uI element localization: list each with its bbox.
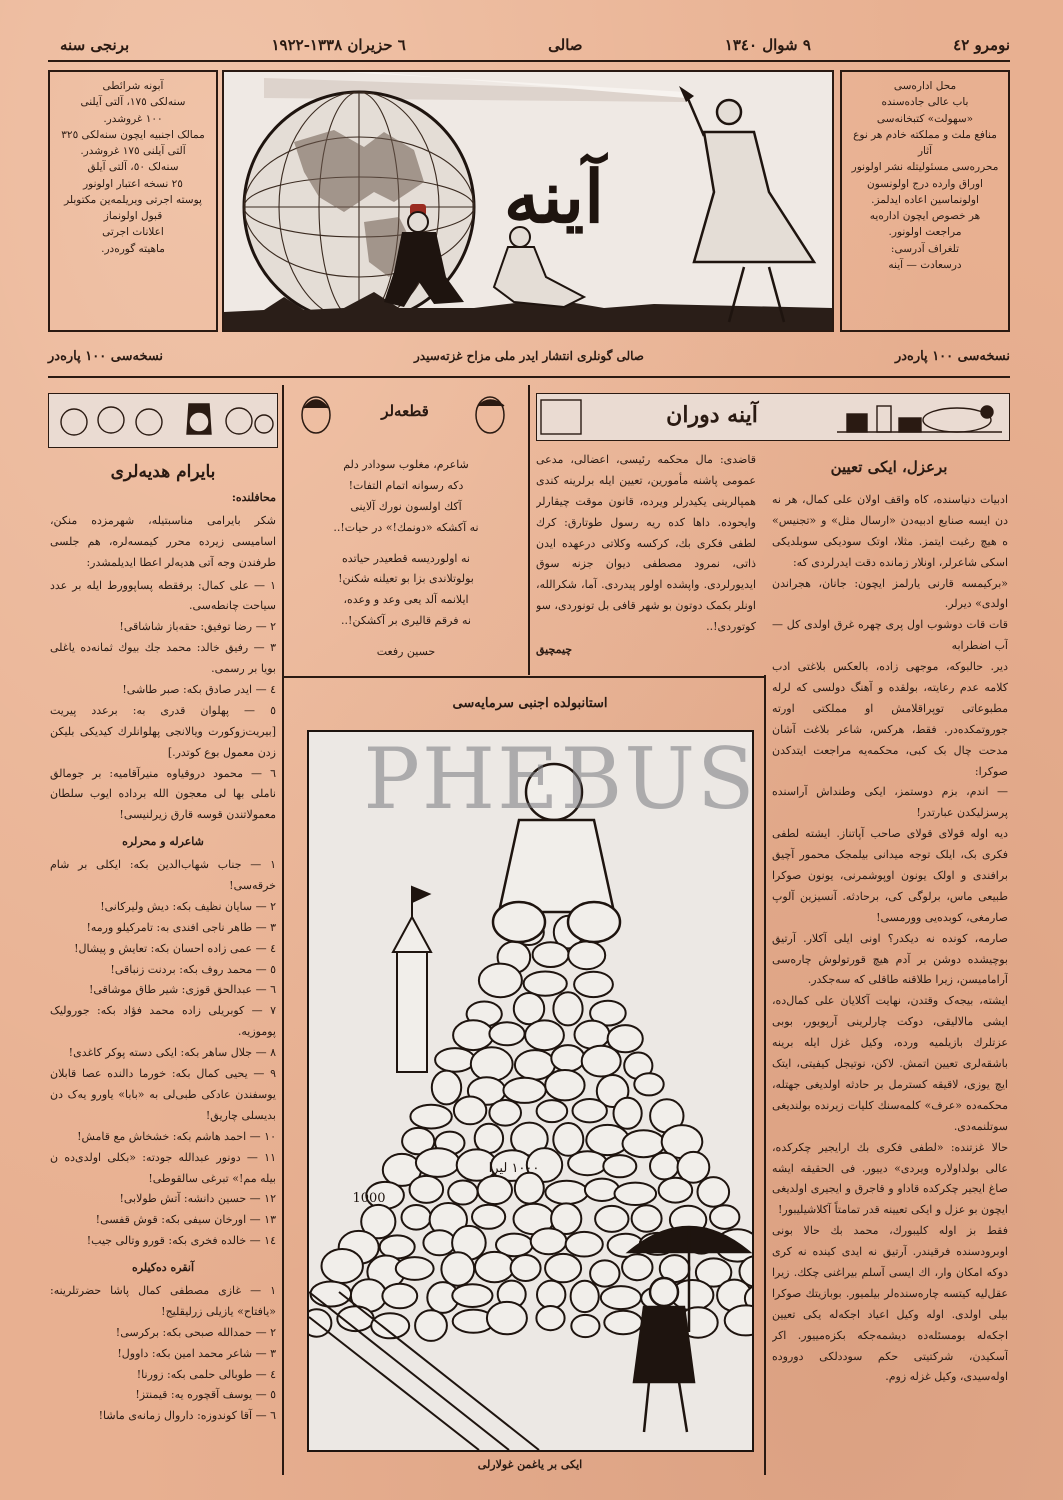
money-bag: [514, 993, 544, 1024]
money-bag: [710, 1205, 739, 1229]
money-bag: [615, 1183, 657, 1205]
left-section-3: آنقره ده‌کیلره: [131, 1261, 195, 1275]
cartoon-caption-top: استانبولده اجنبی سرمایه‌سی: [452, 696, 608, 711]
money-bag: [448, 1181, 477, 1205]
money-bag: [603, 1155, 636, 1177]
office-line: اولونماسین اعاده ایدلمز.: [871, 193, 979, 206]
gift-item: ٦ — محمود دروقیاوه منیرآقامیه: بر جومالق ناملی بها لی معجون الله برداده ایوب سلطان معمولاتندن قوسه قارق زیرلنیسی!: [50, 766, 276, 822]
money-bag: [698, 1177, 730, 1207]
article-paragraph: صارمه، کونده نه دیکدر؟ اونی ایلی آکلار. آرتیق بوچیشده دوشن بر آدم هیچ قورتولوش چاره‌سی آرامامیسن، زیرا طلاقنه طاقلی که سه‌جکدر.: [772, 931, 1008, 987]
right-subheading: برعزل، ایکی تعیین: [830, 458, 948, 476]
cartoon-drawing: [309, 732, 752, 1450]
poem-line: نه اولوردیسه قطعیدر حیاتده: [342, 551, 470, 565]
subscription-line: پوسته اجرتی ویریلمه‌ین مکتوبلر: [64, 193, 202, 206]
money-bag: [410, 1105, 451, 1129]
money-bag: [454, 1097, 486, 1125]
money-bag: [614, 1098, 642, 1129]
poem-line: آکك اولسون نورك آلاینی: [350, 499, 462, 513]
bag-label-2: 1000: [352, 1191, 386, 1206]
money-bag: [622, 1254, 652, 1280]
masthead: [222, 70, 834, 332]
poem-line: ایلانمه آلد یعی وعد و وعده‌،: [343, 593, 469, 607]
subscription-line: آبونه شرائطی: [102, 80, 164, 92]
gift-item: ٩ — یحیی کمال بکه: خورما دالنده عصا قابلان یوسفندن عادکی طبی‌لی به «بابا» یاورو یه‌ک دن بدیسلی چاریق!: [50, 1067, 276, 1122]
office-box: [840, 70, 1010, 332]
middle-heading: قطعه‌لر: [381, 402, 429, 420]
rumi-date: ٦ حزیران ١٣٣٨-١٩٢٢: [271, 36, 406, 54]
cartoon: [307, 730, 754, 1452]
watermark: PHEBUS: [363, 730, 757, 828]
office-line: درسعادت — آینه: [888, 258, 962, 271]
price-left: نسخه‌سی ١٠٠ پاره‌در: [48, 348, 164, 364]
article-paragraph: «برکیمسه قارنی یارلمز ایچون: جانان، هجراندن اولدی» دیرلر.: [772, 576, 1008, 611]
office-line: هر خصوص ایچون اداره‌یه: [869, 210, 981, 223]
money-bag: [503, 1078, 545, 1103]
gift-item: ٦ — آقا کوندوزه: داروال زمانه‌ی ماشا!: [98, 1409, 276, 1423]
bag-label: ١٠٠٠ لیرا: [488, 1161, 540, 1176]
money-bag: [571, 1281, 599, 1312]
money-bag: [478, 1176, 512, 1204]
hijri-date: ٩ شوال ١٣٤٠: [724, 36, 811, 54]
article-paragraph: ایشته، بیجه‌ک وقتدن، نهایت آکلایان علی کمال‌ده، ایشی مالالیقی، دوکت چارلرینی آرپویور، بوبی عزتلرك بازیلمیه ورده، وکیل غزل ایله برینه باشقه‌لری تعیین اتمش. لاکن، نو‌تیجل کیفیتی، ایتک ایچ یوزی، لاقیقه کسترمل بر حادثه اولدیغی جهتله، محکمه‌ده «عرف» کلمه‌سنك کلیات زیرنده بولندیغی سوتلنمه‌دی.: [772, 994, 1008, 1133]
money-bag: [568, 1151, 607, 1175]
money-bag: [416, 1148, 460, 1177]
gift-item: ١٤ — خالده فخری بکه: قورو وتالی جیب!: [86, 1234, 276, 1248]
money-bag: [311, 1282, 352, 1307]
money-bag: [322, 1249, 363, 1283]
money-bag: [574, 972, 613, 997]
money-bag: [536, 1306, 564, 1330]
divider-middle: [528, 385, 530, 675]
office-line: باب عالی جاده‌سنده: [881, 96, 969, 109]
gift-item: ٨ — جلال ساهر بکه: ایکی دسته پوکر کاغدی!: [68, 1046, 276, 1060]
motto: صالی گونلری انتشار ایدر ملی مزاح غزته‌سیدر: [414, 349, 644, 363]
office-line: منافع ملت و مملکته خادم هر نوع آثار: [853, 128, 997, 158]
money-bag: [545, 1181, 587, 1204]
gift-item: ٤ — ایدر صادق بکه: صبر طاشی!: [122, 683, 276, 697]
cartoon-caption-bottom: ایکی بر یاغمن غولارلی: [477, 1458, 583, 1471]
money-bag: [396, 1257, 434, 1280]
money-bag: [423, 1230, 455, 1255]
faces-drawing: [49, 394, 276, 446]
right-column-text: [772, 490, 1008, 1475]
subscription-box: [48, 70, 218, 332]
article-paragraph: دیر. حالبوکه، موجهی زاده، بالعکس بلاغتی ادب کلامه عدم رعایته، بولقده و آهنگ دولسی که لرله مطبوعاتی توپراقلامش او مملکتی اورته جوروتمکده‌در. فقط، هرکس، شاعر بلاغت آشان مدحت چال بک کبی، محکمه‌یه مراجعت ایتدکدن صوکرا:: [772, 660, 1008, 778]
gift-item: ٢ — حمدالله صبحی بکه: برکرسی!: [115, 1325, 276, 1339]
money-bag: [632, 1205, 662, 1232]
money-bag: [525, 1020, 564, 1050]
money-bag: [441, 1252, 474, 1285]
top-rule: [48, 60, 1010, 62]
year-label: برنجی سنه: [60, 36, 130, 54]
money-bag: [590, 1260, 619, 1286]
money-bag: [533, 942, 569, 967]
money-bag: [489, 1100, 521, 1126]
poem-line: شاعرم، مغلوب سودادر دلم: [343, 458, 469, 471]
money-bag: [489, 1022, 524, 1045]
left-intro: شکر بایرامی مناسبتیله، شهرمزده منکن، اسامیسی زیرده محرر کیمسه‌لره، هم جلسی طرفندن وجه آتی هدیه‌لر اعطا ایدیلمشدر:: [50, 513, 276, 569]
article-paragraph: حالا غزتنده: «لطفی فکری بك ارایجیر چکرکده، عالی بولداولاره ویردی» دییور. فی الحقیقه ایشه صاغ ایجیر چکرکده قاداو و قاجرق و ایجیری اولدیغی ایچون بو عزل و ایکی تعیینه قدر تمامتاً آکلاشیلیبور!: [772, 1140, 1008, 1217]
money-bag: [382, 1284, 417, 1309]
subscription-line: آلتی آیلنی ١٧٥ غروشدر.: [80, 145, 186, 158]
office-line: مراجعت اولونور.: [888, 226, 962, 239]
money-bag: [601, 1286, 641, 1309]
money-bag: [575, 1021, 610, 1049]
gift-item: ١ — علی کمال: برفقطه پساپوورط ایله بر عدد سیاحت چانطه‌سی.: [50, 578, 276, 613]
subscription-line: اعلانات اجرتی: [102, 226, 164, 239]
poem-line: بولوتلاندی بزا بو تعیلنه شکنن!: [338, 572, 474, 586]
poem-author: حسین رفعت: [376, 645, 436, 659]
masthead-illustration: [224, 72, 832, 330]
money-bag: [531, 1228, 567, 1254]
money-bag: [537, 1100, 568, 1122]
band-rule: [48, 376, 1010, 378]
money-bag: [515, 1173, 544, 1204]
office-line: محل اداره‌سی: [893, 80, 957, 92]
article-paragraph: دیه اوله قولای قولای صاحب آپاتناز. ایشته لطفی فکری بک، ایلک توجه میدانی بیلمجک محمور آچیق برافندی و اولک یونون اوپوشمرنی، یونون صوکرا طبیعی ماس، برلوگی کی، برحادثه. آنسیزین آلوپ صارمغی، کوبده‌یی وورمسی!: [772, 827, 1008, 924]
money-bag: [553, 992, 582, 1025]
gift-item: ٥ — محمد روف بکه: بردنت زنباقی!: [110, 962, 276, 976]
weekday: صالی: [548, 36, 583, 54]
money-bag: [511, 1255, 541, 1281]
money-bag: [471, 1047, 513, 1081]
left-heading: بایرام هدیه‌لری: [110, 462, 216, 482]
right-header-strip: [536, 393, 1010, 441]
gift-item: ٤ — عمی زاده احسان بکه: تعایش و پیشال!: [74, 941, 276, 955]
gift-item: ١٢ — حسین دانشه: آتش طولابی!: [119, 1192, 276, 1206]
left-section-2: شاعرله و محرلره: [122, 835, 204, 849]
left-section-1: محافلنده:: [231, 491, 276, 504]
gift-item: ٣ — رفیق خالد: محمد جك بیوك ثمانه‌ده یاغلی بویا بر رسمی.: [50, 641, 276, 676]
gift-item: ٦ — عبدالحق قوزی: شیر طاق موشاقی!: [88, 983, 276, 997]
poem-line: نه فرقم قالیری بر آکشکن!..: [341, 614, 471, 628]
middle-header: [290, 390, 522, 440]
money-bag: [553, 1123, 583, 1156]
poem-line: نه آکشکه «دونمك!» در حیات!..: [333, 520, 479, 534]
money-bag: [650, 1153, 679, 1180]
masthead-title: آینه: [503, 154, 605, 239]
money-bag: [537, 1281, 565, 1309]
gift-item: ١ — غازی مصطفی کمال پاشا حضرتلرینه: «یافتاح» یازیلی زرلیقلیج!: [50, 1283, 276, 1318]
money-bag: [472, 1205, 505, 1229]
subscription-line: سنه‌لک ٥٠، آلتی آیلق: [87, 161, 179, 174]
left-header-strip: [48, 393, 278, 448]
center-prose: [536, 450, 756, 675]
money-bag: [452, 1284, 492, 1307]
article-paragraph: فقط بز اوله کلیبورك، محمد بك حالا بونی اوبرودسنده فرقیندر. آرتیق نه ایدی کینده نه کری دوکه امکان وار، اك ایسی آسلم بیراغنی چکك. زیرا عقل‌لیه کیتسه چاره‌سنده‌لر بیلمیور. بوبازیتك صوکرا بیلی اولدی. اوله وکیل اعیاد اجکه‌له یکی تعیین اجکه‌له بومسئله‌ده دیشمه‌جکه بکزه‌مییور. اکر آسکیدن، شرکتیتی حکم سوددلکی دوروده اوله‌سیدی، وکیل غزله زوم.: [772, 1224, 1008, 1384]
gift-item: ١٠ — احمد هاشم بکه: خشخاش مع قامش!: [77, 1129, 276, 1143]
money-bag: [585, 1179, 619, 1201]
money-bag: [568, 941, 605, 969]
money-bag: [475, 1252, 514, 1282]
issue-number: نومرو ٤٢: [953, 36, 1010, 54]
gift-item: ٣ — شاعر محمد امین بکه: داوول!: [117, 1346, 276, 1360]
gift-item: ١٣ — اورخان سیفی بکه: قوش قفسی!: [95, 1213, 276, 1227]
money-bag: [595, 1206, 628, 1232]
money-bag: [487, 1302, 527, 1334]
gift-item: ١ — جناب شهاب‌الدین بکه: ایکلی بر شام خرقه‌سی!: [50, 858, 276, 893]
subscription-line: ماهیته گوره‌در.: [101, 242, 165, 255]
gift-item: ٤ — طوبالی حلمی بکه: زورنا!: [136, 1367, 276, 1381]
money-bag: [545, 1254, 581, 1282]
subscription-line: سنه‌لکی ١٧٥، آلتی آیلنی: [80, 96, 186, 109]
money-bag: [566, 1232, 603, 1257]
subscription-line: ممالک اجنبیه ایچون سنه‌لکی ٣٢٥: [61, 128, 205, 141]
article-paragraph: قات قات دوشوب اول پری چهره غرق اولدی کل — آب اضطرابه: [772, 618, 1008, 653]
gift-item: ٧ — کوبریلی زاده محمد فؤاد بکه: جورولیک پوموزیه.: [50, 1004, 276, 1039]
left-column-text: [50, 488, 276, 1478]
money-bag: [415, 1310, 447, 1341]
office-line: اوراق وارده درج اولونسون: [867, 177, 983, 190]
money-bag: [573, 1099, 607, 1122]
money-bag: [432, 1071, 461, 1105]
divider-cartoon-top: [282, 676, 764, 678]
money-bag: [479, 964, 522, 998]
center-prose-text: قاضدی: مال محکمه رئیسی، اعضالی، مدعی عمومی پاشنه مأمورین، تعیین ایله برلرینه کندی همپالرینی یکیدرلر ویرده، قانون موقت چیقارلر وایحوده. داها کده ریه رسول طوتارق: کرك لطفی فکری بك، کرکسه وکلاتی درعهده ایدن ذاتی، نمرود مصطفی دیوان جزنه سوق ایدیورلردی. واپشده اولور پیدردی. آما، شکرالله، اونلر بکمک دوتون بو شهر قافی بل تونوردی، سو کوتوردی!..: [536, 453, 756, 634]
price-right: نسخه‌سی ١٠٠ پاره‌در: [894, 348, 1010, 364]
gift-item: ٥ — پهلوان قدری به: برعدد پیریت [بیریت‌زوکورت ویالانجی پهلوانلرك كیدیکی بلیکن زدن معمول بوع کوتدر.]: [50, 703, 276, 759]
center-prose-author: چیمچیق: [536, 643, 573, 657]
money-bag: [410, 1176, 444, 1203]
money-bag: [453, 1020, 493, 1050]
right-heading: آینه دوران: [666, 402, 758, 428]
money-bag: [435, 1048, 475, 1072]
money-bag: [604, 1311, 642, 1334]
office-line: محرره‌سی مسئولیتله نشر اولونور: [851, 161, 999, 174]
money-bag: [571, 1315, 599, 1337]
poem-line: دکه رسوانه اتمام التفات!: [348, 478, 464, 492]
money-bag: [545, 1070, 584, 1100]
subscription-line: ١٠٠ غروشدر.: [103, 112, 163, 125]
office-line: «سهولت» کتبخانه‌سی: [876, 112, 974, 125]
middle-poems: [292, 455, 520, 665]
article-paragraph: — اندم، بزم دوستمز، ایکی وطنداش آراسنده پرسزلیکدن عبارتدر!: [772, 785, 1008, 820]
money-bag: [402, 1205, 431, 1230]
money-bag: [659, 1178, 693, 1203]
gift-item: ٣ — طاهر ناجی افندی به: تامرکیلو ورمه!: [86, 920, 276, 934]
divider-left: [282, 385, 284, 1475]
money-bag: [371, 1313, 409, 1338]
office-line: تلغراف آدرسی:: [890, 242, 960, 255]
money-bag: [582, 1046, 621, 1077]
subscription-line: قبول اولونماز: [103, 210, 163, 223]
money-bag: [551, 1045, 584, 1071]
gift-item: ٥ — یوسف آقچوره یه: قیمنتز!: [135, 1388, 276, 1402]
header-dateline: [60, 32, 1010, 58]
subscription-line: ٢٥ نسخه اعتبار اولونور: [83, 177, 183, 190]
article-paragraph: ادبیات دنیاسنده، کاه واقف اولان علی کمال، هر نه دن ایسه صنایع ادبیه‌دن «ارسال مثل» و «تجنیس» ه هیچ رغبت ایتمز. مثلا، اوتک سودیکی سوبلدیکی اسکی شاعرلر، اونلار زمانده دقت ایدرلردی که:: [772, 493, 1008, 569]
price-band: [48, 340, 1010, 372]
gift-item: ٢ — رضا توفیق: حقه‌باز شاشاقی!: [119, 620, 276, 634]
gift-item: ٢ — سایان نظیف بکه: دیش ولیرکانی!: [100, 899, 276, 913]
money-bag: [634, 1073, 663, 1095]
gift-item: ١١ — دونور عبدالله جودته: «بکلی اولدی‌ده ن بیله مم!» تبرغی سالقوطی!: [50, 1150, 276, 1185]
